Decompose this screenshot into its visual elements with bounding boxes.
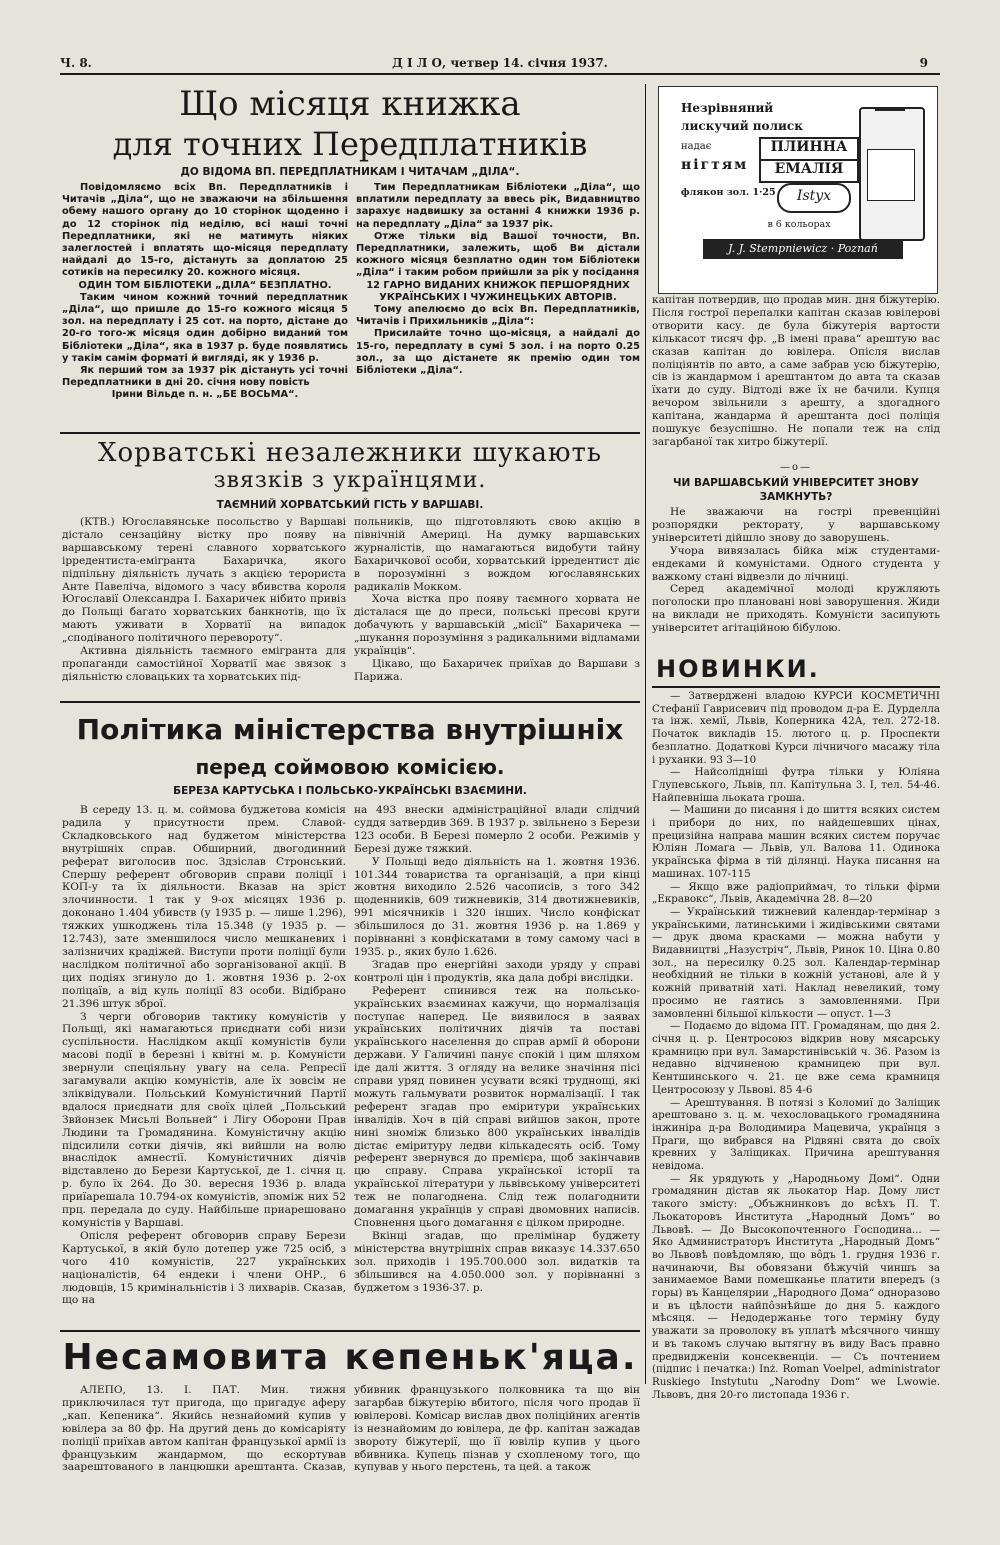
art4-bottom-rule xyxy=(60,1330,640,1332)
art4-column-1 xyxy=(62,804,346,1326)
art1-column-1 xyxy=(62,182,348,426)
art2-para: (КТВ.) Югославянське посольство у Варшаві дістало сензаційну вістку про появу на варшавському терені славного хорватського ірредентиста-емігранта Бахаричка, якого підпільну діяльність лучать з акцією терориста Анте Павеліча, відомого з часу вбивства короля Югославії Олександра I. Бахаричек нібито привіз до Польщі багато хорватських банкнотів, що їх мають уживати в Хорватії на випадок „сподіваного політичного перевороту“. xyxy=(62,516,346,645)
art4-para: В середу 13. ц. м. соймова буджетова комісія радила у присутности прем. Славой-Складковського над буджетом міністерства внутрішніх справ. Обширний, двогодинний реферат виголосив пос. Здзіслав Стронський. Спершу референт обговорив справи поліції і КОП-у та їх діяльности. Вказав на зріст злочинности. 1 так у 9-ох місяцях 1936 р. доконано 1.404 убивств (у 1935 р. — лише 1.296), тяжких ушкоджень тіла 15.348 (у 1935 р. — 12.743), зате зменшилося число мешканевих і залізничих крадіжей. Виступи проти поліції були наслідком політичної або зорганізованої акції. В цих подіях згинуло до 1. жовтня 1936 р. 2-ох поліцаїв, а від куль поліції 83 особи. Відібрано 21.396 штук зброї. xyxy=(62,804,346,1010)
art2-title-line1: Хорватські незалежники шукають xyxy=(98,438,602,468)
ad-line4: нігтям xyxy=(681,157,749,173)
art1-para: Присилайте точно що-місяця, а найдалі до 15-го, передплату в сумі 5 зол. і на порто 0.25 зол., за що дістанете як премію один том Бібліотеки „Діла“. xyxy=(356,328,640,377)
news-item: — Український тижневий календар-термінар з українськими, латинськими і жидівськими святами — друк двома красками — можна набути у Видавництві „Назустріч“, Львів, Ринок 10. Ціна 0.80 зол., на пересилку 0.25 зол. Календар-термінар необхідний не тільки в кожній установі, але й у кожній приватній хаті. Наклад невеликий, тому просимо не гаятись з замовленнями. При замовленні більшої кількости — опуст. 1—3 xyxy=(652,905,940,1020)
art1-heading: ОДИН ТОМ БІБЛІОТЕКИ „ДІЛА“ БЕЗПЛАТНО. xyxy=(78,279,332,291)
art4-para: Референт спинився теж на польсько-українських взаєминах кажучи, що нормалізація поступає наперед. Це виявилося в заявах українських політичних діячів та поставі українського населення до справ армії й оборони держави. У Галичині панує спокій і цим шляхом іде далі життя. З огляду на велике значіння пісі справи уряд повинен усувати всякі труднощі, які можуть гальмувати розвиток нормалізації. І так референт згадав про еміритури українських інвалідів. Хоч в цій справі вийшов закон, проте нині зноміж близько 800 українських інвалідів дістає еміритуру ледви кількадесять осіб. Тому референт звернувся до премієра, щоб закінчавив цю справу. Справа української історії та української літератури у львівському університеті теж не полагоднена. Слід теж полагоднити домагання українців у справі двомовних написів. Сповнення цього домагання є цілком природне. xyxy=(354,984,640,1229)
art1-title-line1: Що місяця книжка xyxy=(179,84,521,124)
art5-para: убивник французького полковника та що він загарбав біжутерію вбитого, після чого продав її ювілерові. Комісар вислав двох поліційних агентів із незнайомим до ювілера, де фр. капітан зажадав звороту біжутерії, що її ювілір купив у цього вбивника. Купець пізнав у схопленому того, що купував у нього перстень, та цей. а також xyxy=(354,1384,640,1474)
art4-para: Опісля референт обговорив справу Берези Картуської, в якій було дотепер уже 725 осіб, з чого 410 комуністів, 227 українських націоналістів, 64 ендеки і члени ОНР., 6 людовців, 15 кримінальністів і 3 лихварів. Сказав, що на xyxy=(62,1229,346,1307)
masthead-date: Д І Л О, четвер 14. січня 1937. xyxy=(392,56,608,70)
art3-para: Не зважаючи на гострі превенційні розпорядки ректорату, у варшавському університеті дійшло знову до заворушень. xyxy=(652,506,940,544)
news-item: — Найсолідніші футра тільки у Юліяна Глупевського, Львів, пл. Капітульна 3. I, тел. 54-46. Найпевніша льоката гроша. xyxy=(652,766,940,804)
art4-para: Згадав про енергійні заходи уряду у справі контролі цін і продуктів, яка дала добрі вислідки. xyxy=(354,958,640,984)
news-column xyxy=(652,690,940,1475)
art2-column-1 xyxy=(62,516,346,696)
art4-para: на 493 внески адміністраційної влади слідчий суддя затвердив 369. В 1937 р. звільнено з Берези 123 особи. В Березі померло 2 особи. Режимів у Березі дуже тяжкий. xyxy=(354,804,640,855)
art5-column-1 xyxy=(62,1384,346,1474)
art1-title-line2: для точних Передплатників xyxy=(112,125,588,163)
art3-body xyxy=(652,506,940,648)
art2-title-line2: звязків з українцями. xyxy=(213,468,487,493)
ad-brand-line2: ЕМАЛІЯ xyxy=(759,159,859,183)
ad-maker: J. J. Stempniewicz · Poznań xyxy=(703,239,903,259)
art1-para: Повідомляємо всіх Вп. Передплатників і Читачів „Діла“, що не зважаючи на збільшення обему нашого органу до 10 сторінок щоденно і до 12 сторінок під неділю, всі наші точні Передплатники, які не матимуть ніяких залеглостей і вплатять що-місяця передплату найдалі до 15-го, дістануть за доплатою 25 сотиків на пересилку 20. кожного місяця. xyxy=(62,182,348,279)
art3-para: Учора вивязалась бійка між студентами-ендеками й комуністами. Одного студента у важкому стані відвезли до лічниці. xyxy=(652,544,940,583)
art4-title-line2: перед соймовою комісією. xyxy=(195,755,505,779)
art1-subtitle: ДО ВІДОМА ВП. ПЕРЕДПЛАТНИКАМ І ЧИТАЧАМ „ДІЛА“. xyxy=(180,166,520,178)
nail-polish-ad xyxy=(658,86,938,294)
news-item: — Машини до писання і до шиття всяких систем і прибори до них, по найдешевших цінах, прецизійна направа машин всяких систем поручає Юліян Ломага — Львів, ул. Валова 11. Одинока українська фірма в тій ділянці. Наука писання на машинах. 107-115 xyxy=(652,804,940,880)
news-item: — Якщо вже радіоприймач, то тільки фірми „Екравокс“, Львів, Академічна 28. 8—20 xyxy=(652,880,940,906)
art5-title: Несамовита кепеньк'яца. xyxy=(62,1337,638,1378)
separator: —о— xyxy=(779,462,813,473)
page-number: 9 xyxy=(919,56,928,70)
news-item: — Затверджені владою КУРСИ КОСМЕТИЧНІ Стефанії Гаврисевич під проводом д-ра Е. Дурделла та інж. хемії, Львів, Коперника 42А, тел. 272-18. Початок викладів 15. лютого ц. р. Проспекти безплатно. Додаткові Курси лічничого масажу тіла і руханки. 93 3—10 xyxy=(652,690,940,766)
art1-novel: Ірини Вільде п. н. „БЕ ВОСЬМА“. xyxy=(111,389,299,401)
news-item: — Як урядують у „Народньому Домі“. Одни громадянин дістав як льокатор Нар. Дому лист такого змісту: „Объжнинковъ до всѣхъ П. Т. Льокаторовъ Института „Народный Домъ“ во Львовѣ. — До Высокопочтенного Господина... — Яко Администраторъ Института „Народный Домъ“ во Львовѣ повѣдомляю, що вôдъ 1. грудня 1936 г. начинаючи, Вы обовязани бѣжучій чиншъ за занимаемое Вами помешканье платити впередъ (з горы) въ Канцелярии „Народного Дома“ одноразово и въ цѣлости найпôзнѣйше до дня 5. каждого мѣсяця. — Недодержанье того терміну буду уважати за проволоку въ уплатѣ мѣсячного чиншу и въ такомъ случаю вытягну въ виду Васъ правно предвидженіи консеквенціи. — Съ почтением (підпис і печатка:) Inż. Roman Voelpel, administrator Ruskiego Instytutu „Narodny Dom“ we Lwowie. Львовъ, дня 20-го листопада 1936 г. xyxy=(652,1172,940,1401)
art3-lead xyxy=(652,294,940,464)
issue-number: Ч. 8. xyxy=(60,56,92,70)
ad-line3: надає xyxy=(681,141,712,152)
art4-para: Вкінці згадав, що прелімінар буджету міністерства внутрішніх справ виказує 14.337.650 зол. приходів і 195.700.000 зол. видатків та збільшився на 4.050.000 зол. у порівнанні з буджетом з 1936-37. р. xyxy=(354,1229,640,1294)
art4-title-line1: Політика міністерства внутрішніх xyxy=(76,713,624,746)
news-rule xyxy=(652,686,940,688)
art2-bottom-rule xyxy=(60,701,640,703)
art1-heading: 12 ГАРНО ВИДАНИХ КНИЖОК ПЕРШОРЯДНИХ УКРАЇНСЬКИХ І ЧУЖИНЕЦЬКИХ АВТОРІВ. xyxy=(366,279,630,303)
art2-subtitle: ТАЄМНИЙ ХОРВАТСЬКИЙ ГІСТЬ У ВАРШАВІ. xyxy=(216,499,484,511)
ad-brand-line1: ПЛИННА xyxy=(759,137,859,161)
art3-lead-text: капітан потвердив, що продав мин. дня біжутерію. Після гострої перепалки капітан сказав ювілерові отворити касу. де була біжутерія вартости кількасот тисяч фр. „В імені права“ арештую вас сказав капітан до ювілера. Опісля вислав поліціянтів по авто, а саме забрав усю біжутерію, сів із жандармом і арештантом до авта та сказав їхати до суду. Відтоді вже їх не бачили. Купця вечором звільнили з арешту, а здогадного капітана, жандарма й арештанта досі поліція пошукує безуспішно. Не попали теж на слід загарбаної так хитро біжутерії. xyxy=(652,294,940,448)
art2-column-2 xyxy=(354,516,640,696)
art2-para: Цікаво, що Бахаричек приїхав до Варшави з Парижа. xyxy=(354,657,640,683)
art1-para: Тому апелюємо до всіх Вп. Передплатників, Читачів і Прихильників „Діла“: xyxy=(356,304,640,328)
header-rule xyxy=(60,73,940,75)
news-item: — Арештування. В потязі з Коломиї до Заліщик арештовано з. ц. м. чехословацького громадянина інжиніра д-ра Володимира Мацевича, українця з Праги, що вибрався на Рідвяні свята до своїх кревних у Заліщиках. Причина арештування невідома. xyxy=(652,1096,940,1173)
art2-para: польників, що підготовляють свою акцію в північній Америці. На думку варшавських журналістів, що намагаються видобути тайну Бахаричкової особи, хорватський ірредентист діє в порозумінні з вождом югославянських радикалів Мокком. xyxy=(354,516,640,593)
art3-title: ЧИ ВАРШАВСЬКИЙ УНІВЕРСИТЕТ ЗНОВУ ЗАМКНУТЬ? xyxy=(673,477,919,503)
news-item: — Подаємо до відома ПТ. Громадянам, що дня 2. січня ц. р. Центросоюз відкрив нову мясарську крамницю при вул. Замарстинівській ч. 36. Разом із недавно відчиненою крамницею при вул. Кентшинського ч. 21. це вже сема крамниця Центросоюзу у Львові. 85 4-6 xyxy=(652,1020,940,1096)
art4-para: У Польщі ведо діяльність на 1. жовтня 1936. 101.344 товариства та організацій, а при кінці жовтня виходило 2.526 часописів, з того 342 щоденників, 609 тижневиків, 314 двотижневиків, 991 місячників і 320 інших. Число конфіскат збільшилося до 31. жовтня 1936 р. на 1.869 у порівнанні з конфіскатами в тому самому часі в 1935. р., яких було 1.626. xyxy=(354,855,640,958)
art2-para: Активна діяльність таємного емігранта для пропаганди самостійної Хорватії має звязок з діяльністю словацьких та хорватських під- xyxy=(62,645,346,683)
art3-para: Серед академічної молоді кружляють поголоски про плановані нові заворушення. Жиди на виклади не приходять. Комуністи засипують університет агітаційною бібулою. xyxy=(652,583,940,635)
art4-para: З черги обговорив тактику комуністів у Польщі, які намагаються приєднати собі низи суспільности. Наслідком акції комуністів були масові події в березні і квітні м. р. Комуністи звернули спеціяльну увагу на села. Репресії загамували акцію комуністів, але їх зовсім не зліквідували. Польський Комуністичний Партії вдалося приєднати для своїх цілей „Польський Звйонзек Мисьлі Вольней“ і Лігу Оборони Прав Людини та Громадянина. Комуністичну акцію підсилили сотки діячів, які вийшли на волю внаслідок амнестії. Комуністичних діячів відставлено до Берези Картуської, де 1. січня ц. р. було їх 264. До 30. вересня 1936 р. влада приїарешала 10.794-ох комуністів, зпоміж них 52 прц. передала до суду. Найбільше приарешовано комуністів у Варшаві. xyxy=(62,1010,346,1229)
ad-line2: лискучий полиск xyxy=(681,119,803,133)
ad-line1: Незрівняний xyxy=(681,101,774,115)
art1-para: Тим Передплатникам Бібліотеки „Діла“, що вплатили передплату за ввесь рік, Видавництво зарахує надвишку за останні 4 книжки 1936 р. на передплату „Діла“ за 1937 рік. xyxy=(356,182,640,230)
art1-para: Отже тільки від Вашої точности, Вп. Передплатники, залежить, щоб Ви дістали кожного місяця безплатно один том Бібліотеки „Діла“ і таким робом прийшли за рік у посідання xyxy=(356,230,640,279)
art1-para: Таким чином кожний точний передплатник „Діла“, що пришле до 15-го кожного місяця 5 зол. на передплату і 25 сот. на порто, дістане до 20-го того-ж місяця один добірно виданий том Бібліотеки „Діла“, яка в 1937 р. буде появлятись у такім самім форматі й вигляді, як у 1936 р. xyxy=(62,291,348,364)
art1-column-2 xyxy=(356,182,640,426)
ad-colors: в 6 кольорах xyxy=(767,219,831,230)
art5-column-2 xyxy=(354,1384,640,1474)
art1-bottom-rule xyxy=(60,432,640,434)
art2-para: Хоча вістка про появу таємного хорвата не дісталася ще до преси, польські пресові круги добачують у варшавській „місії“ Бахаричека — „шукання порозуміння з радикальними відламами українців“. xyxy=(354,593,640,658)
art4-column-2 xyxy=(354,804,640,1326)
news-title: НОВИНКИ. xyxy=(656,655,820,683)
art1-para: Як перший том за 1937 рік дістануть усі точні Передплатники в дні 20. січня нову повість xyxy=(62,365,348,389)
column-rule xyxy=(645,84,646,1384)
ad-price: флякон зол. 1·25 xyxy=(681,187,776,198)
ad-logo: Istyx xyxy=(777,183,851,213)
art4-subtitle: БЕРЕЗА КАРТУСЬКА І ПОЛЬСЬКО-УКРАЇНСЬКІ ВЗАЄМИНИ. xyxy=(173,785,527,797)
art5-para: АЛЕПО, 13. I. ПАТ. Мин. тижня приключилася тут пригода, що пригадує аферу „кап. Кепеника“. Якийсь незнайомий купив у ювілера за 80 фр. На другий день до комісаріяту поліції приїхав автом капітан французької армії із французьким жандармом, що ескортував заарештованого в ланцюшки арештанта. Сказав, xyxy=(62,1384,346,1474)
